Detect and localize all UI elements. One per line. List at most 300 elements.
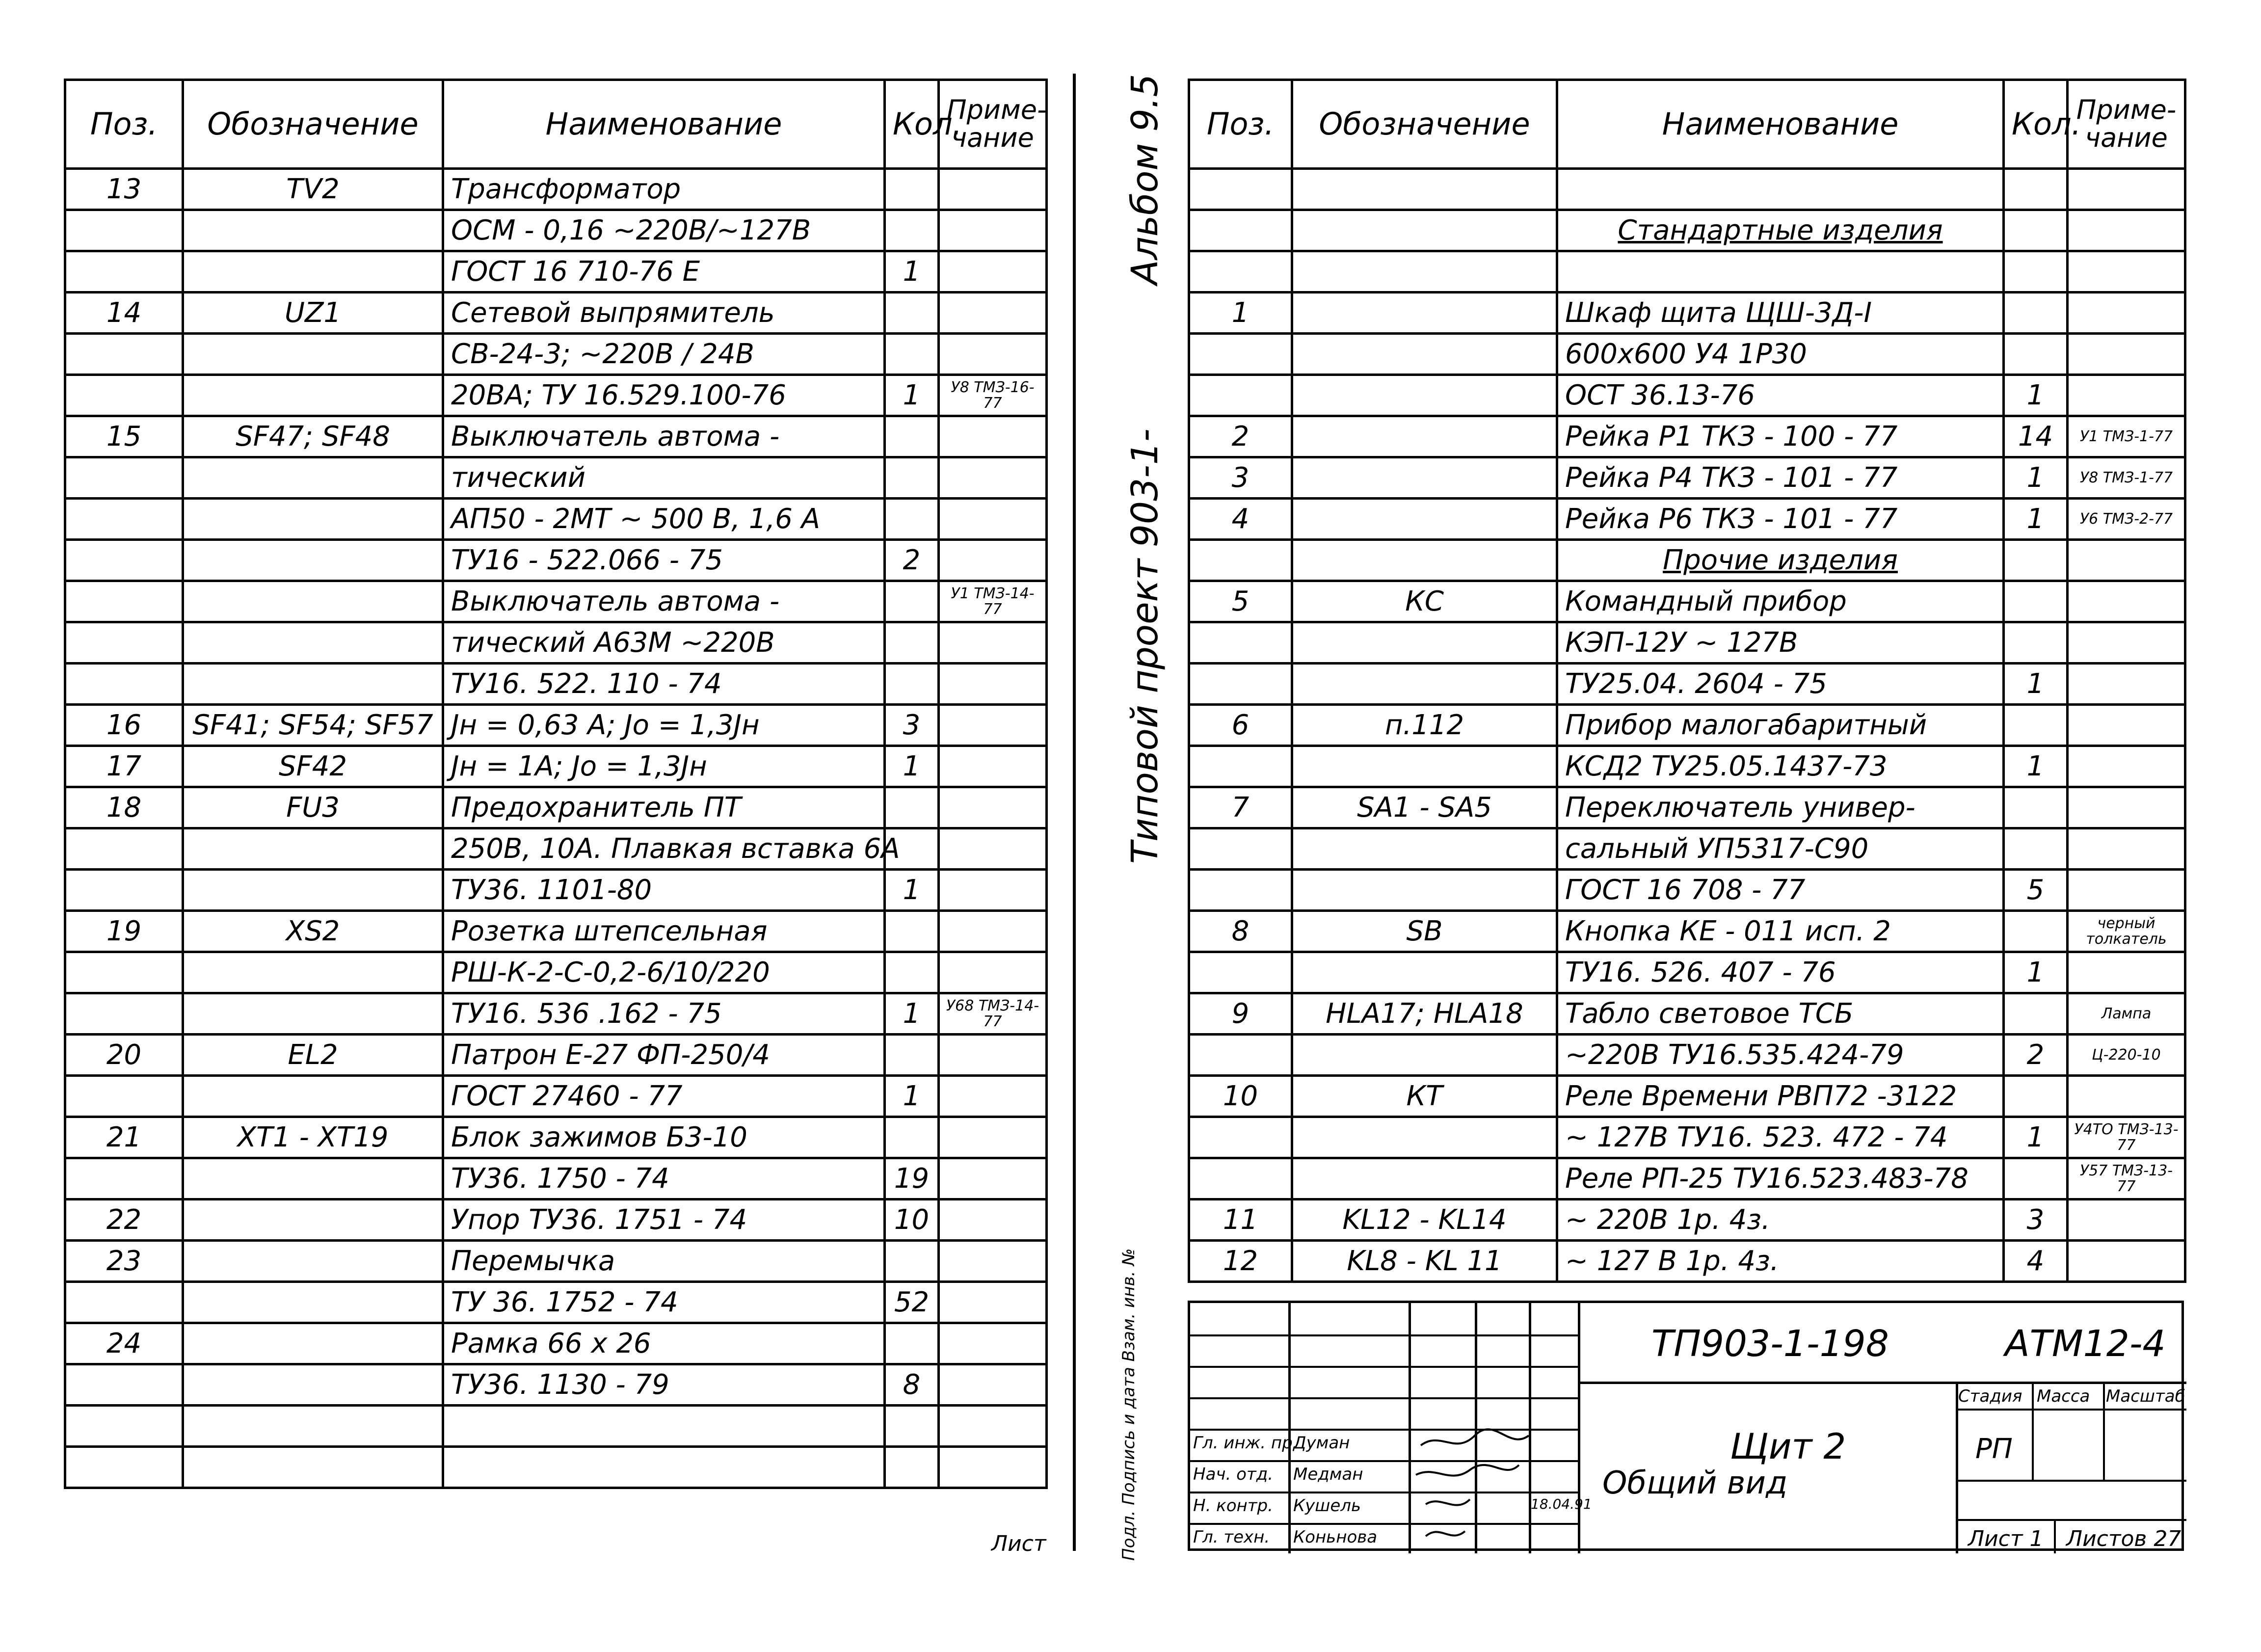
table-row xyxy=(65,1035,1047,1076)
qty-cell: 14 xyxy=(2004,416,2068,457)
header-name: Наименование xyxy=(1557,80,2004,169)
pos-cell xyxy=(65,870,183,911)
name-cell: Трансформатор xyxy=(443,169,885,210)
designation-cell xyxy=(1292,828,1557,870)
pos-cell: 16 xyxy=(65,705,183,746)
table-row xyxy=(1189,581,2185,622)
designation-cell xyxy=(183,828,443,870)
pos-cell xyxy=(1189,169,1292,210)
name-cell: Предохранитель ПТ xyxy=(443,787,885,828)
qty-cell: 1 xyxy=(2004,746,2068,787)
designation-cell xyxy=(1292,1158,1557,1199)
note-cell xyxy=(939,746,1047,787)
qty-cell xyxy=(885,581,939,622)
qty-cell: 1 xyxy=(2004,664,2068,705)
qty-cell: 1 xyxy=(2004,375,2068,416)
designation-cell xyxy=(1292,664,1557,705)
qty-cell xyxy=(2004,1076,2068,1117)
table-row xyxy=(1189,746,2185,787)
name-cell xyxy=(443,1447,885,1488)
name-cell: Командный прибор xyxy=(1557,581,2004,622)
note-cell xyxy=(939,1241,1047,1282)
pos-cell xyxy=(1189,664,1292,705)
designation-cell xyxy=(1292,210,1557,251)
designation-cell xyxy=(183,334,443,375)
qty-cell xyxy=(2004,581,2068,622)
designation-cell xyxy=(1292,1117,1557,1158)
pos-cell xyxy=(65,952,183,993)
note-cell xyxy=(939,1406,1047,1447)
table-row xyxy=(65,499,1047,540)
name-cell: ~220В ТУ16.535.424-79 xyxy=(1557,1035,2004,1076)
designation-cell: SA1 - SA5 xyxy=(1292,787,1557,828)
name-dept-head: Медман xyxy=(1293,1465,1363,1484)
name-cell: Jн = 1А; Jо = 1,3Jн xyxy=(443,746,885,787)
role-dept-head: Нач. отд. xyxy=(1193,1465,1274,1484)
name-cell: Кнопка КЕ - 011 исп. 2 xyxy=(1557,911,2004,952)
qty-cell: 1 xyxy=(2004,952,2068,993)
sheet-code: АТМ12-4 xyxy=(2005,1323,2166,1365)
name-cell: ТУ36. 1130 - 79 xyxy=(443,1364,885,1406)
note-cell xyxy=(939,1364,1047,1406)
table-row xyxy=(65,1364,1047,1406)
pos-cell xyxy=(65,993,183,1035)
note-cell xyxy=(939,499,1047,540)
header-qty: Кол. xyxy=(885,80,939,169)
qty-cell xyxy=(2004,169,2068,210)
sheet-number: Лист 1 xyxy=(1968,1526,2044,1551)
qty-cell xyxy=(2004,911,2068,952)
table-row xyxy=(1189,251,2185,293)
designation-cell: п.112 xyxy=(1292,705,1557,746)
table-row xyxy=(65,1076,1047,1117)
header-pos: Поз. xyxy=(1189,80,1292,169)
sheet-divider xyxy=(1073,74,1076,1551)
designation-cell: КС xyxy=(1292,581,1557,622)
pos-cell xyxy=(1189,952,1292,993)
pos-cell xyxy=(1189,622,1292,664)
designation-cell xyxy=(1292,416,1557,457)
table-row xyxy=(1189,828,2185,870)
designation-cell xyxy=(1292,870,1557,911)
header-pos: Поз. xyxy=(65,80,183,169)
table-row xyxy=(65,457,1047,499)
scale-header: Масштаб xyxy=(2106,1386,2185,1406)
table-row xyxy=(65,293,1047,334)
name-cell: ГОСТ 16 708 - 77 xyxy=(1557,870,2004,911)
name-cell: ~ 127В ТУ16. 523. 472 - 74 xyxy=(1557,1117,2004,1158)
qty-cell xyxy=(885,457,939,499)
table-row xyxy=(1189,1076,2185,1117)
designation-cell xyxy=(183,870,443,911)
table-row xyxy=(1189,293,2185,334)
pos-cell: 8 xyxy=(1189,911,1292,952)
pos-cell xyxy=(65,334,183,375)
name-cell xyxy=(1557,251,2004,293)
name-cell: Прочие изделия xyxy=(1557,540,2004,581)
designation-cell: UZ1 xyxy=(183,293,443,334)
designation-cell: SF41; SF54; SF57 xyxy=(183,705,443,746)
pos-cell xyxy=(1189,334,1292,375)
qty-cell xyxy=(2004,787,2068,828)
designation-cell xyxy=(1292,622,1557,664)
name-cell: Стандартные изделия xyxy=(1557,210,2004,251)
qty-cell: 1 xyxy=(2004,457,2068,499)
note-cell xyxy=(939,1323,1047,1364)
pos-cell xyxy=(65,251,183,293)
designation-cell xyxy=(183,499,443,540)
note-cell: У1 ТМЗ-1-77 xyxy=(2068,416,2185,457)
pos-cell: 7 xyxy=(1189,787,1292,828)
name-cell: РШ-К-2-С-0,2-6/10/220 xyxy=(443,952,885,993)
table-row xyxy=(65,210,1047,251)
designation-cell xyxy=(183,1323,443,1364)
designation-cell xyxy=(183,993,443,1035)
pos-cell xyxy=(1189,870,1292,911)
name-cell: ГОСТ 27460 - 77 xyxy=(443,1076,885,1117)
qty-cell xyxy=(885,334,939,375)
pos-cell: 6 xyxy=(1189,705,1292,746)
pos-cell xyxy=(65,499,183,540)
table-row xyxy=(65,540,1047,581)
name-cell: ~ 220В 1р. 4з. xyxy=(1557,1199,2004,1241)
table-row xyxy=(1189,787,2185,828)
table-row xyxy=(65,1282,1047,1323)
note-cell xyxy=(939,293,1047,334)
note-cell xyxy=(939,705,1047,746)
qty-cell: 1 xyxy=(885,1076,939,1117)
pos-cell: 15 xyxy=(65,416,183,457)
note-cell xyxy=(2068,169,2185,210)
table-row xyxy=(1189,705,2185,746)
note-cell xyxy=(2068,746,2185,787)
pos-cell xyxy=(65,664,183,705)
note-cell: Ц-220-10 xyxy=(2068,1035,2185,1076)
name-cell: ТУ16. 526. 407 - 76 xyxy=(1557,952,2004,993)
table-row xyxy=(65,705,1047,746)
pos-cell xyxy=(1189,210,1292,251)
note-cell xyxy=(939,952,1047,993)
qty-cell: 1 xyxy=(2004,1117,2068,1158)
designation-cell xyxy=(1292,293,1557,334)
qty-cell xyxy=(885,1035,939,1076)
qty-cell xyxy=(885,622,939,664)
table-row xyxy=(65,1241,1047,1282)
right-spec-table xyxy=(1188,79,2186,1283)
table-row xyxy=(1189,911,2185,952)
designation-cell xyxy=(183,1158,443,1199)
name-cell: Рамка 66 х 26 xyxy=(443,1323,885,1364)
designation-cell: KL12 - KL14 xyxy=(1292,1199,1557,1241)
qty-cell xyxy=(885,1323,939,1364)
table-row xyxy=(1189,1158,2185,1199)
pos-cell xyxy=(1189,251,1292,293)
header-note: Приме- чание xyxy=(2068,80,2185,169)
name-cell: ОСМ - 0,16 ~220В/~127В xyxy=(443,210,885,251)
name-cell: Сетевой выпрямитель xyxy=(443,293,885,334)
note-cell xyxy=(2068,870,2185,911)
table-row xyxy=(1189,1035,2185,1076)
note-cell xyxy=(2068,334,2185,375)
name-cell: 600х600 У4 1Р30 xyxy=(1557,334,2004,375)
designation-cell xyxy=(183,1199,443,1241)
pos-cell xyxy=(1189,1117,1292,1158)
designation-cell xyxy=(183,540,443,581)
table-row xyxy=(65,1117,1047,1158)
name-cell: Шкаф щита ЩШ-3Д-I xyxy=(1557,293,2004,334)
qty-cell: 1 xyxy=(885,251,939,293)
note-cell xyxy=(2068,293,2185,334)
name-cell: сальный УП5317-С90 xyxy=(1557,828,2004,870)
table-row xyxy=(1189,210,2185,251)
table-row xyxy=(65,581,1047,622)
doc-code: ТП903-1-198 xyxy=(1651,1323,1889,1365)
note-cell xyxy=(939,334,1047,375)
note-cell xyxy=(2068,210,2185,251)
qty-cell: 52 xyxy=(885,1282,939,1323)
note-cell: У8 ТМЗ-16-77 xyxy=(939,375,1047,416)
note-cell: Лампа xyxy=(2068,993,2185,1035)
table-row xyxy=(65,622,1047,664)
qty-cell xyxy=(885,952,939,993)
pos-cell: 17 xyxy=(65,746,183,787)
note-cell xyxy=(939,540,1047,581)
name-cell: Рейка Р1 ТКЗ - 100 - 77 xyxy=(1557,416,2004,457)
table-row xyxy=(1189,457,2185,499)
title-block xyxy=(1188,1301,2184,1551)
pos-cell: 11 xyxy=(1189,1199,1292,1241)
note-cell xyxy=(939,1199,1047,1241)
name-cell: СВ-24-3; ~220В / 24В xyxy=(443,334,885,375)
name-chief-engineer: Думан xyxy=(1293,1433,1350,1453)
note-cell xyxy=(939,457,1047,499)
pos-cell xyxy=(1189,375,1292,416)
table-row xyxy=(1189,416,2185,457)
qty-cell: 2 xyxy=(2004,1035,2068,1076)
note-cell xyxy=(939,622,1047,664)
qty-cell xyxy=(885,911,939,952)
qty-cell xyxy=(885,1406,939,1447)
role-norm-control: Н. контр. xyxy=(1193,1496,1273,1516)
qty-cell xyxy=(2004,210,2068,251)
qty-cell xyxy=(2004,993,2068,1035)
pos-cell xyxy=(65,1364,183,1406)
pos-cell: 1 xyxy=(1189,293,1292,334)
name-cell: Розетка штепсельная xyxy=(443,911,885,952)
pos-cell: 22 xyxy=(65,1199,183,1241)
left-table-header xyxy=(65,80,1047,169)
qty-cell: 2 xyxy=(885,540,939,581)
name-cell: ТУ36. 1750 - 74 xyxy=(443,1158,885,1199)
name-cell: ~ 127 В 1р. 4з. xyxy=(1557,1241,2004,1282)
note-cell xyxy=(939,251,1047,293)
qty-cell xyxy=(885,1447,939,1488)
qty-cell xyxy=(885,787,939,828)
pos-cell: 23 xyxy=(65,1241,183,1282)
note-cell xyxy=(2068,1076,2185,1117)
pos-cell xyxy=(1189,828,1292,870)
designation-cell xyxy=(1292,334,1557,375)
table-row xyxy=(65,911,1047,952)
table-row xyxy=(65,1406,1047,1447)
qty-cell: 1 xyxy=(2004,499,2068,540)
qty-cell xyxy=(2004,293,2068,334)
pos-cell: 19 xyxy=(65,911,183,952)
album-label: Альбом 9.5 xyxy=(1124,74,1166,285)
signature-scribbles xyxy=(1411,1426,1578,1548)
table-row xyxy=(65,1447,1047,1488)
name-cell: ТУ16. 522. 110 - 74 xyxy=(443,664,885,705)
designation-cell: XT1 - XT19 xyxy=(183,1117,443,1158)
designation-cell xyxy=(183,1406,443,1447)
note-cell xyxy=(939,416,1047,457)
table-row xyxy=(65,169,1047,210)
stage-value: РП xyxy=(1975,1433,2013,1465)
pos-cell xyxy=(65,540,183,581)
qty-cell xyxy=(885,416,939,457)
designation-cell xyxy=(183,1076,443,1117)
table-row xyxy=(1189,375,2185,416)
designation-cell xyxy=(1292,375,1557,416)
table-row xyxy=(65,375,1047,416)
name-cell: Блок зажимов Б3-10 xyxy=(443,1117,885,1158)
table-row xyxy=(1189,1117,2185,1158)
note-cell xyxy=(2068,952,2185,993)
name-cell: Табло световое ТСБ xyxy=(1557,993,2004,1035)
designation-cell xyxy=(183,1364,443,1406)
note-cell xyxy=(939,169,1047,210)
table-row xyxy=(1189,1241,2185,1282)
pos-cell xyxy=(1189,746,1292,787)
pos-cell: 9 xyxy=(1189,993,1292,1035)
name-cell: Переключатель универ- xyxy=(1557,787,2004,828)
note-cell xyxy=(939,1117,1047,1158)
designation-cell xyxy=(183,1241,443,1282)
name-cell: тический А63М ~220В xyxy=(443,622,885,664)
designation-cell: SF42 xyxy=(183,746,443,787)
pos-cell xyxy=(1189,540,1292,581)
table-row xyxy=(1189,870,2185,911)
pos-cell xyxy=(1189,1158,1292,1199)
pos-cell: 20 xyxy=(65,1035,183,1076)
name-cell: 20ВА; ТУ 16.529.100-76 xyxy=(443,375,885,416)
qty-cell: 4 xyxy=(2004,1241,2068,1282)
note-cell xyxy=(939,1282,1047,1323)
role-chief-engineer: Гл. инж. пр. xyxy=(1193,1433,1298,1453)
name-cell: Выключатель автома - xyxy=(443,581,885,622)
qty-cell xyxy=(2004,705,2068,746)
designation-cell xyxy=(183,251,443,293)
pos-cell: 3 xyxy=(1189,457,1292,499)
name-cell: Рейка Р6 ТКЗ - 101 - 77 xyxy=(1557,499,2004,540)
name-cell: 250В, 10А. Плавкая вставка 6А xyxy=(443,828,885,870)
note-cell: У4ТО ТМЗ-13-77 xyxy=(2068,1117,2185,1158)
stage-header: Стадия xyxy=(1958,1386,2022,1406)
table-row xyxy=(1189,540,2185,581)
header-qty: Кол. xyxy=(2004,80,2068,169)
name-cell: Патрон Е-27 ФП-250/4 xyxy=(443,1035,885,1076)
name-cell: Рейка Р4 ТКЗ - 101 - 77 xyxy=(1557,457,2004,499)
table-row xyxy=(1189,1199,2185,1241)
qty-cell xyxy=(885,169,939,210)
name-cell: Перемычка xyxy=(443,1241,885,1282)
drawing-title-line2: Общий вид xyxy=(1602,1465,1788,1501)
name-cell: ГОСТ 16 710-76 Е xyxy=(443,251,885,293)
designation-cell: SF47; SF48 xyxy=(183,416,443,457)
header-name: Наименование xyxy=(443,80,885,169)
pos-cell: 4 xyxy=(1189,499,1292,540)
note-cell xyxy=(2068,1241,2185,1282)
name-cell: Упор ТУ36. 1751 - 74 xyxy=(443,1199,885,1241)
qty-cell xyxy=(2004,334,2068,375)
note-cell xyxy=(939,664,1047,705)
header-designation: Обозначение xyxy=(183,80,443,169)
table-row xyxy=(1189,334,2185,375)
designation-cell: KL8 - KL 11 xyxy=(1292,1241,1557,1282)
designation-cell xyxy=(183,952,443,993)
name-cell: Реле Времени РВП72 -3122 xyxy=(1557,1076,2004,1117)
note-cell xyxy=(939,1447,1047,1488)
left-sheet-label: Лист xyxy=(991,1531,1046,1556)
pos-cell xyxy=(65,457,183,499)
name-cell: Jн = 0,63 А; Jо = 1,3Jн xyxy=(443,705,885,746)
note-cell: У6 ТМЗ-2-77 xyxy=(2068,499,2185,540)
designation-cell: HLA17; HLA18 xyxy=(1292,993,1557,1035)
name-cell: АП50 - 2МТ ~ 500 В, 1,6 А xyxy=(443,499,885,540)
designation-cell xyxy=(183,622,443,664)
designation-cell: XS2 xyxy=(183,911,443,952)
qty-cell: 3 xyxy=(2004,1199,2068,1241)
qty-cell xyxy=(885,1241,939,1282)
note-cell xyxy=(2068,1199,2185,1241)
qty-cell xyxy=(2004,251,2068,293)
qty-cell: 1 xyxy=(885,746,939,787)
pos-cell: 13 xyxy=(65,169,183,210)
table-row xyxy=(65,828,1047,870)
name-cell: КСД2 ТУ25.05.1437-73 xyxy=(1557,746,2004,787)
pos-cell xyxy=(1189,1035,1292,1076)
pos-cell: 2 xyxy=(1189,416,1292,457)
qty-cell: 19 xyxy=(885,1158,939,1199)
designation-cell xyxy=(1292,1035,1557,1076)
note-cell xyxy=(2068,622,2185,664)
note-cell xyxy=(939,1076,1047,1117)
designation-cell xyxy=(1292,746,1557,787)
qty-cell xyxy=(885,1117,939,1158)
designation-cell xyxy=(1292,540,1557,581)
pos-cell: 12 xyxy=(1189,1241,1292,1282)
qty-cell: 3 xyxy=(885,705,939,746)
sheets-total: Листов 27 xyxy=(2066,1526,2181,1551)
name-cell: ТУ16 - 522.066 - 75 xyxy=(443,540,885,581)
designation-cell: КТ xyxy=(1292,1076,1557,1117)
qty-cell xyxy=(2004,1158,2068,1199)
note-cell: У1 ТМЗ-14-77 xyxy=(939,581,1047,622)
designation-cell xyxy=(183,375,443,416)
pos-cell: 24 xyxy=(65,1323,183,1364)
pos-cell xyxy=(65,622,183,664)
role-chief-technologist: Гл. техн. xyxy=(1193,1527,1270,1547)
table-row xyxy=(65,952,1047,993)
name-norm-control: Кушель xyxy=(1293,1496,1361,1516)
qty-cell xyxy=(2004,540,2068,581)
mass-header: Масса xyxy=(2037,1386,2090,1406)
qty-cell xyxy=(885,664,939,705)
table-row xyxy=(1189,622,2185,664)
pos-cell: 5 xyxy=(1189,581,1292,622)
designation-cell xyxy=(1292,169,1557,210)
designation-cell xyxy=(183,457,443,499)
